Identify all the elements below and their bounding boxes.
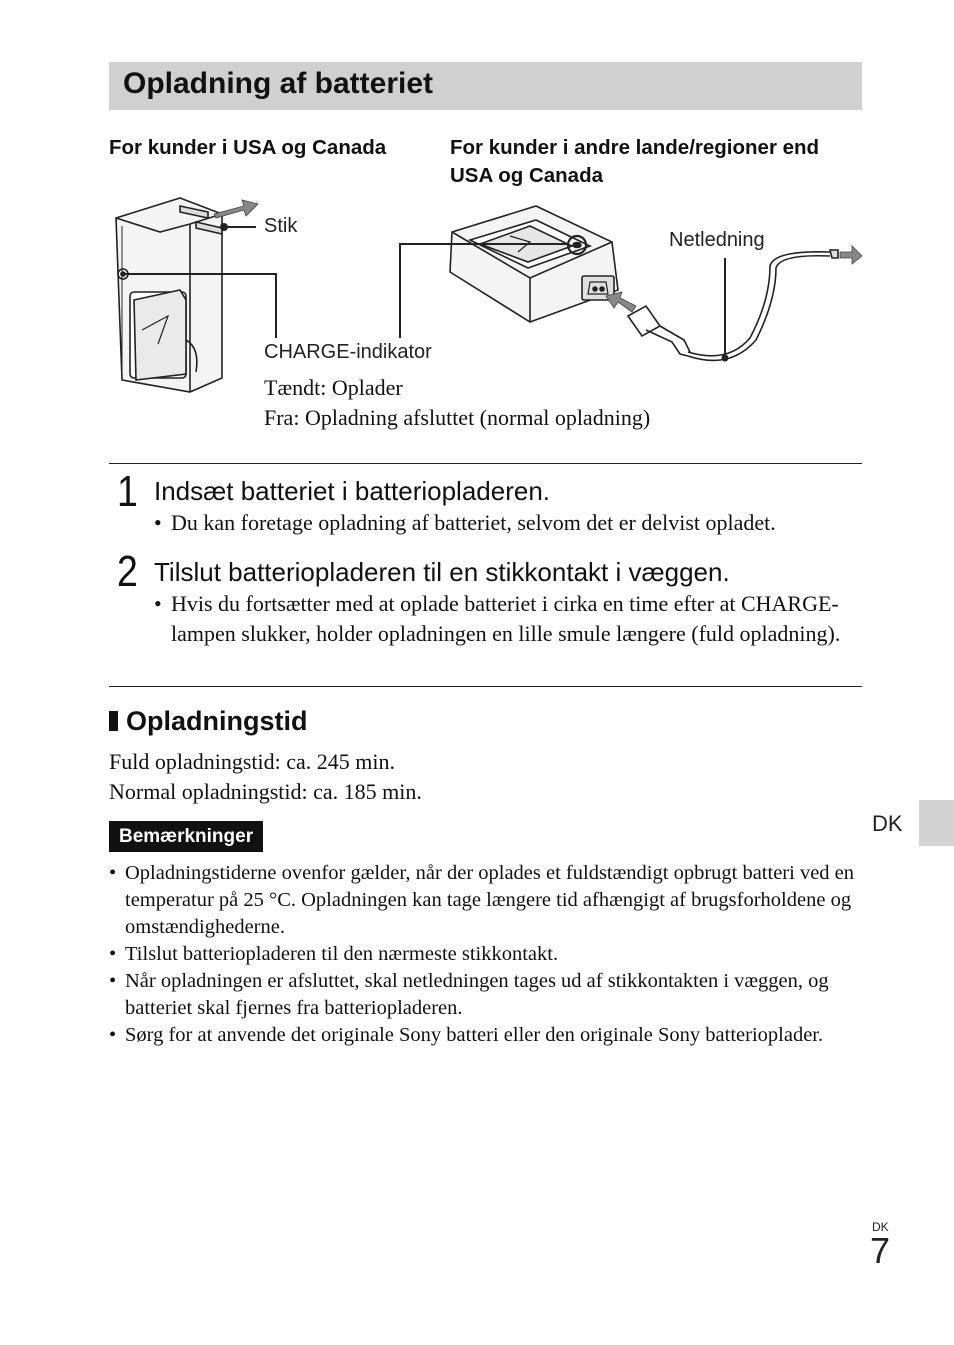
heading-other-line1: For kunder i andre lande/regioner end [450,136,820,159]
charging-time-heading [109,706,308,737]
plug-direction-arrow [214,200,258,218]
desktop-charger-drawing [450,206,618,322]
steps-bottom-rule [109,686,862,687]
note-item-3-text: Når opladningen er afsluttet, skal netledningen tages ud af stikkontakten i væggen, og batteriet skal fjernes fra batteriopladeren. [125,970,829,1019]
label-plug: Stik [264,215,298,237]
note-item-3 [109,968,861,1022]
note-item-2-text: Tilslut batteriopladeren til den nærmeste stikkontakt. [125,943,559,965]
cord-insert-arrow [606,292,636,312]
step-1-bullet-text: Du kan foretage opladning af batteriet, selvom det er delvist opladet. [171,510,776,535]
step-2-bullet-text: Hvis du fortsætter med at oplade batteriet i cirka en time efter at CHARGE-lampen slukker, holder opladningen en lille smule længere (fuld opladning). [171,591,841,646]
note-item-1 [109,860,861,941]
steps-top-rule [109,463,862,464]
plug-leader-line [221,224,256,230]
label-power-cord: Netledning [669,229,765,251]
page-language-code: DK [872,1220,889,1234]
cord-leader-line [723,258,728,361]
bullet-dot: • [109,1024,117,1046]
status-on: Tændt: Oplader [264,375,403,400]
notes-badge: Bemærkninger [109,821,263,852]
note-item-4 [109,1022,861,1049]
step-1-bullet [154,508,854,538]
heading-other-line2: USA og Canada [450,164,604,187]
normal-charge-time: Normal opladningstid: ca. 185 min. [109,779,422,804]
heading-usa-canada: For kunder i USA og Canada [109,136,387,159]
label-charge-indicator: CHARGE-indikator [264,341,432,363]
side-language-label: DK [872,811,903,836]
status-off: Fra: Opladning afsluttet (normal opladning) [264,405,651,430]
note-item-4-text: Sørg for at anvende det originale Sony batteri eller den originale Sony batterioplader. [125,1024,824,1046]
page-number: 7 [870,1230,891,1271]
page-title: Opladning af batteriet [123,67,434,100]
charging-time-heading-text: Opladningstid [126,706,308,736]
step-2-number: 2 [117,547,138,596]
wall-charger-drawing [116,198,222,392]
bullet-dot: • [154,510,162,535]
bullet-dot: • [154,591,162,616]
full-charge-time: Fuld opladningstid: ca. 245 min. [109,749,395,774]
note-item-2 [109,941,861,968]
note-item-1-text: Opladningstiderne ovenfor gælder, når der oplades et fuldstændigt opbrugt batteri ved en temperatur på 25 °C. Opladningen kan tage længere tid afhængigt af brugsforholdene og omstændighederne. [125,862,855,938]
side-thumb-tab [919,800,954,846]
bullet-dot: • [109,943,117,965]
cord-out-arrow [840,246,862,264]
power-cord-drawing [628,250,838,360]
step-2-title: Tilslut batteriopladeren til en stikkontakt i væggen. [154,557,730,587]
step-1-number: 1 [117,467,138,516]
bullet-dot: • [109,970,117,992]
step-2-bullet [154,589,854,649]
charger-illustration [0,0,954,460]
bullet-dot: • [109,862,117,884]
section-marker-icon [109,711,118,731]
step-1-title: Indsæt batteriet i batteriopladeren. [154,476,551,506]
